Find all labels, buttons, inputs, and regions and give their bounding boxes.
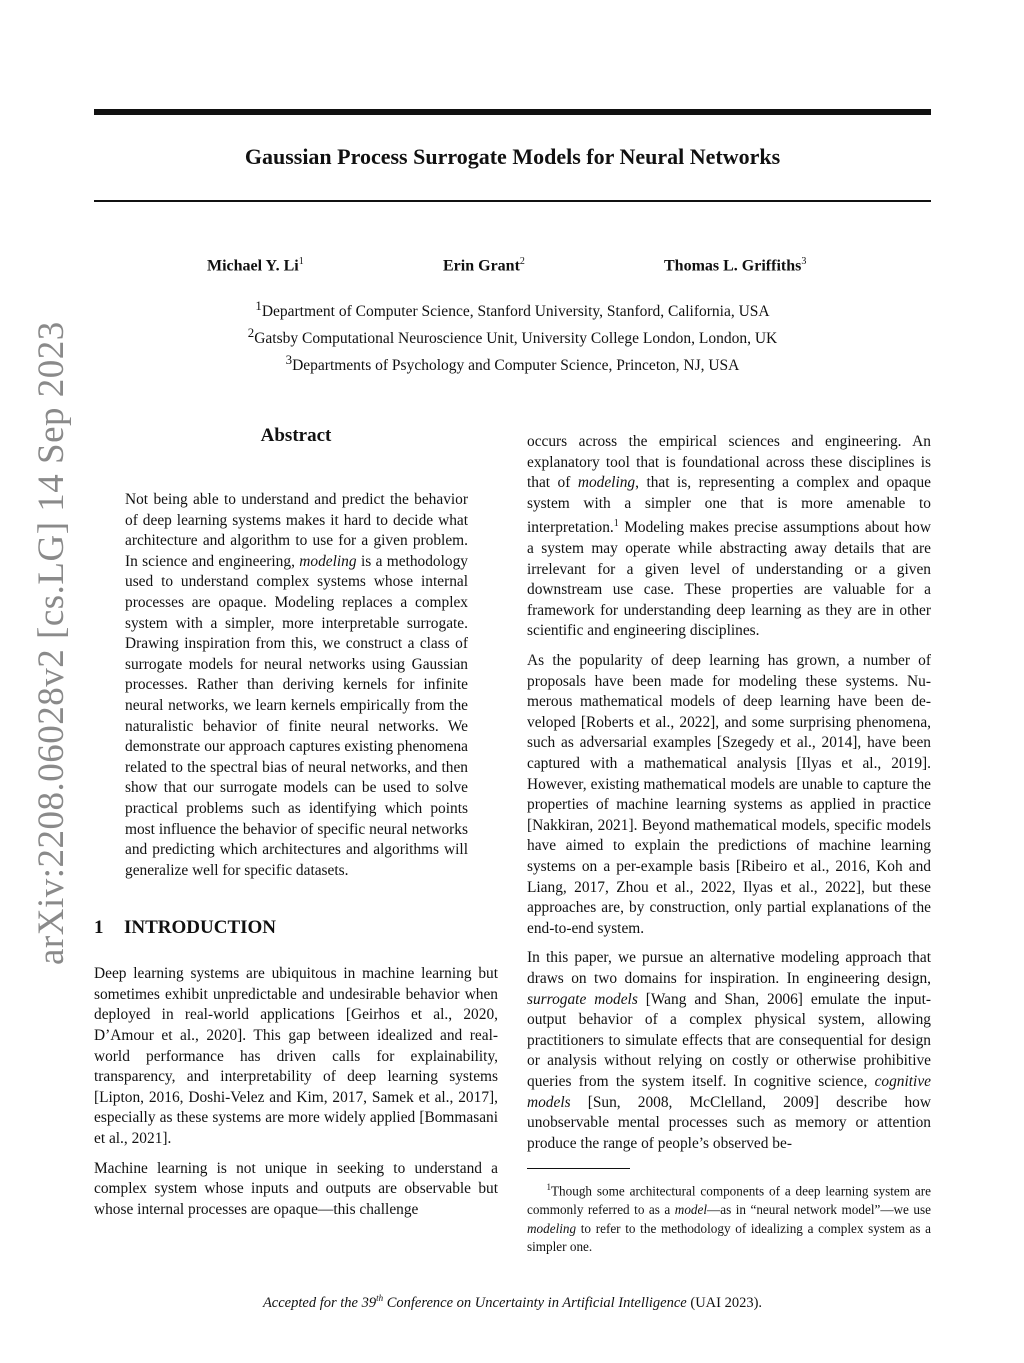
right-p1-part-c: Modeling makes precise assumptions about how a system may operate while abstracting away details that are irrelevant for a given level of understanding or a given downstream use case. These properties are valuable for a framework for understanding deep learning as they are in other scientific and engineering disciplines.	[527, 519, 931, 640]
right-paragraph-3	[527, 948, 931, 1154]
footer-text-b: Conference on Uncertainty in Artificial Intelligence	[383, 1294, 687, 1311]
affiliation-3	[94, 349, 931, 376]
footnote-emphasis-2: modeling	[527, 1220, 577, 1236]
footer-text-c: (UAI 2023).	[686, 1294, 763, 1311]
footnote-rule	[527, 1168, 630, 1169]
page-footer	[94, 1293, 931, 1312]
abstract-text-part-1: Not being able to understand and predict the behavior of deep learning systems makes it hard to decide what architecture and algorithm to use for a given problem. In science and engineering,	[125, 491, 468, 570]
right-paragraph-1	[527, 432, 931, 642]
affiliation-3-text: Departments of Psychology and Computer Science, Princeton, NJ, USA	[292, 357, 740, 375]
right-p3-emphasis-1: surrogate models	[527, 990, 638, 1008]
top-rule	[94, 109, 931, 115]
footnote	[527, 1178, 931, 1256]
right-p3-part-b: [Wang and Shan, 2006] emulate the input-output behavior of a complex physical system, allowing practitioners to simulate effects that are consequential for design or analysis without relying on costly or otherwise prohibitive queries from the system itself. In cognitive science,	[527, 990, 931, 1090]
affiliation-2-sup: 2	[247, 325, 255, 341]
right-p1-part-a: occurs across the empirical sciences and engineering. An explanatory tool that is foundational across these disciplines is that of	[527, 433, 931, 492]
arxiv-stamp: arXiv:2208.06028v2 [cs.LG] 14 Sep 2023	[31, 321, 72, 965]
right-paragraph-2: As the popularity of deep learning has grown, a number of proposals have been made for modeling these systems. Numerous mathematical models of deep learning have been developed [Roberts et al., 2022], and some surprising phenomena, such as adversarial examples [Szegedy et al., 2014], have been captured with a mathematical analysis [Ilyas et al., 2019]. However, existing mathematical models are unable to capture the properties of machine learning systems as applied in practice [Nakkiran, 2021]. Beyond mathematical models, specific models have aimed to explain the predictions of machine learning systems on a per-example basis [Ribeiro et al., 2016, Koh and Liang, 2017, Zhou et al., 2022, Ilyas et al., 2022], but these approaches are, by construction, only partial explanations of the end-to-end system.	[527, 652, 931, 937]
affiliation-2	[94, 322, 931, 349]
affiliation-2-text: Gatsby Computational Neuroscience Unit, University College London, London, UK	[254, 330, 778, 348]
abstract-text-part-2: is a methodology used to understand complex systems whose internal processes are opaque. Modeling replaces a complex system with a simpler, more interpretable surrogate. Drawing inspiration from this, we construct a class of surrogate models for neural networks using Gaussian processes. Rather than deriving kernels for infinite neural networks, we learn kernels empirically from the naturalistic behavior of finite neural networks. We demonstrate our approach captures existing phenomena related to the spectral bias of neural networks, and then show that our surrogate models can be used to solve practical problems such as identifying which points most influence the behavior of specific neural networks and predicting which architectures and algorithms will generalize well for specific datasets.	[125, 552, 468, 879]
author-2	[443, 256, 525, 275]
section-heading-introduction	[94, 917, 498, 939]
footnote-number: 1	[546, 1182, 551, 1193]
affiliation-1-sup: 1	[255, 298, 262, 313]
affiliation-1	[94, 295, 931, 322]
right-column	[527, 432, 931, 1256]
author-1-sup: 1	[298, 256, 304, 267]
section-title: INTRODUCTION	[124, 917, 277, 939]
footnote-marker[interactable]: 1	[613, 518, 619, 530]
abstract-text	[125, 490, 468, 881]
author-1	[207, 256, 304, 275]
author-2-name: Erin Grant	[443, 257, 520, 275]
footer-text-a: Accepted for the 39	[262, 1294, 377, 1311]
right-p3-part-c: [Sun, 2008, McClelland, 2009] describe how unobservable mental processes such as memory or attention produce the range of people’s observed be-	[527, 1093, 931, 1152]
footnote-part-c: to refer to the methodology of idealizing a complex system as a simpler one.	[527, 1220, 931, 1254]
affiliation-1-text: Department of Computer Science, Stanford University, Stanford, California, USA	[261, 303, 770, 321]
affiliations	[94, 295, 931, 376]
right-p3-part-a: In this paper, we pursue an alternative modeling approach that draws on two domains for inspiration. In engineering design,	[527, 949, 931, 987]
right-p1-part-b: , that is, representing a complex and opaque system with a simpler one that is more amenable to interpretation.	[527, 474, 931, 537]
abstract-emphasis: modeling	[299, 552, 357, 570]
section-number: 1	[94, 917, 104, 939]
title-underline-rule	[94, 200, 931, 202]
footnote-part-b: —as in “neural network model”—we use	[707, 1202, 931, 1218]
author-1-name: Michael Y. Li	[207, 257, 299, 275]
intro-paragraph-1: Deep learning systems are ubiquitous in machine learning but sometimes exhibit unpredictable and undesirable behavior when deployed in real-world applications [Geirhos et al., 2020, D’Amour et al., 2020]. This gap between idealized and real-world performance has driven calls for explainability, transparency, and interpretability of deep learning systems [Lipton, 2016, Doshi-Velez and Kim, 2017, Samek et al., 2017], especially as these systems are more widely applied [Bommasani et al., 2021].	[94, 965, 498, 1148]
affiliation-3-sup: 3	[285, 352, 293, 368]
footnote-emphasis-1: model	[674, 1202, 708, 1218]
paper-title: Gaussian Process Surrogate Models for Neural Networks	[244, 144, 781, 169]
author-3-sup: 3	[801, 256, 807, 267]
author-3-name: Thomas L. Griffiths	[664, 257, 802, 275]
footer-sup: th	[376, 1293, 384, 1303]
left-column	[94, 425, 498, 1229]
abstract-heading: Abstract	[260, 425, 332, 446]
footnote-part-a: Though some architectural components of a deep learning system are commonly referred to as a	[527, 1183, 932, 1218]
intro-paragraph-2: Machine learning is not unique in seeking to understand a complex system whose inputs and outputs are observable but whose internal processes are opaque—this challenge	[94, 1159, 498, 1218]
right-p3-emphasis-2: cognitive models	[527, 1072, 931, 1111]
author-2-sup: 2	[519, 256, 525, 267]
author-3	[664, 256, 806, 275]
right-p1-emphasis: modeling	[577, 474, 636, 492]
